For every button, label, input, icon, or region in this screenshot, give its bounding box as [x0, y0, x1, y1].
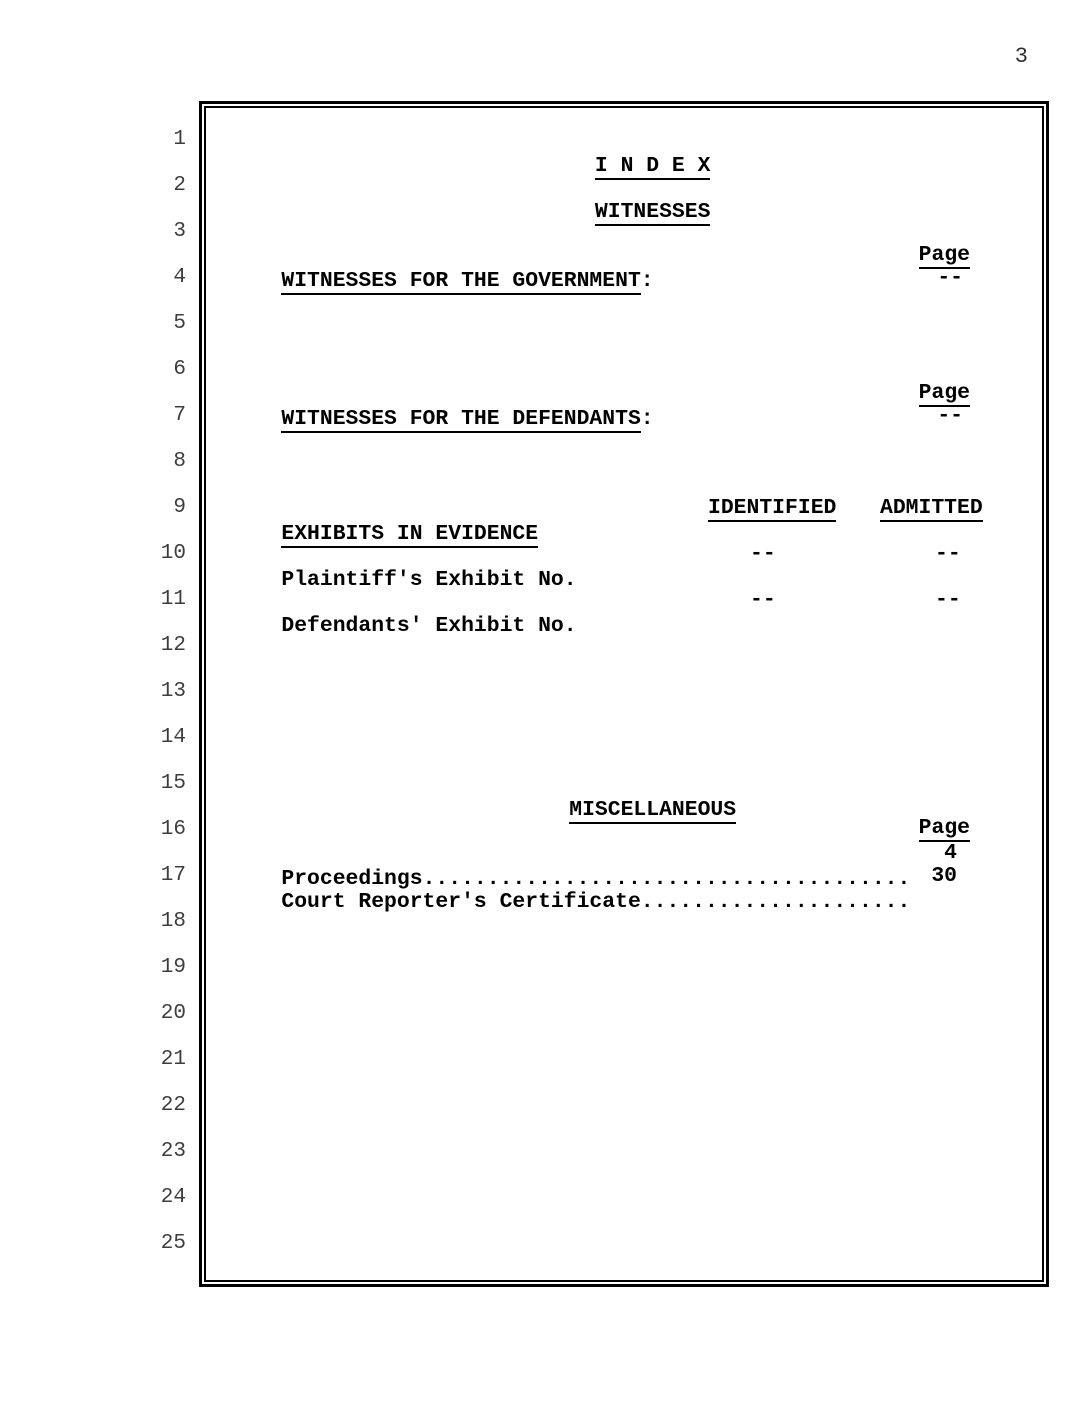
- index-title: I N D E X: [594, 154, 711, 178]
- line-number: 15: [160, 772, 186, 795]
- line-number: 16: [160, 818, 186, 841]
- defendants-page-value-row: [230, 403, 1024, 429]
- line-number: 6: [173, 358, 186, 381]
- miscellaneous-heading-row: [230, 771, 1024, 822]
- line-number: 24: [160, 1186, 186, 1209]
- line-number: 20: [160, 1002, 186, 1025]
- defendants-exhibit-label: Defendants' Exhibit No.: [281, 614, 577, 638]
- plaintiff-admitted-value: --: [935, 542, 961, 566]
- line-number: 9: [173, 496, 186, 519]
- government-witnesses-label: WITNESSES FOR THE GOVERNMENT: [281, 269, 641, 293]
- witnesses-heading-row: [230, 173, 1024, 224]
- plaintiff-exhibit-label: Plaintiff's Exhibit No.: [281, 568, 577, 592]
- defendants-identified-value: --: [750, 588, 776, 612]
- miscellaneous-heading: MISCELLANEOUS: [569, 798, 737, 822]
- line-number: 14: [160, 726, 186, 749]
- certificate-label: Court Reporter's Certificate: [281, 890, 641, 914]
- line-number: 23: [160, 1140, 186, 1163]
- witnesses-heading: WITNESSES: [594, 200, 711, 224]
- certificate-page-value: 30: [931, 864, 957, 888]
- line-number: 1: [173, 128, 186, 151]
- proceedings-dot-leader: ......................................: [422, 867, 911, 891]
- index-title-row: [230, 127, 1024, 178]
- exhibits-header-row: [230, 495, 1024, 546]
- line-number: 7: [173, 404, 186, 427]
- proceedings-page-value: 4: [944, 841, 957, 865]
- line-number: 12: [160, 634, 186, 657]
- government-page-value: --: [937, 266, 963, 290]
- government-witnesses-colon: :: [640, 269, 654, 293]
- line-number: 10: [160, 542, 186, 565]
- defendants-page-header: Page: [918, 381, 970, 405]
- exhibit-row-defendants: [230, 587, 1024, 638]
- line-number: 25: [160, 1232, 186, 1255]
- line-number: 8: [173, 450, 186, 473]
- line-number: 2: [173, 174, 186, 197]
- plaintiff-identified-value: --: [750, 542, 776, 566]
- line-number: 5: [173, 312, 186, 335]
- line-number: 13: [160, 680, 186, 703]
- sheet-page-number: 3: [1014, 44, 1028, 69]
- defendants-witnesses-label: WITNESSES FOR THE DEFENDANTS: [281, 407, 641, 431]
- government-page-value-row: [230, 265, 1024, 291]
- line-number: 17: [160, 864, 186, 887]
- line-number: 18: [160, 910, 186, 933]
- line-number: 11: [160, 588, 186, 611]
- line-number: 4: [173, 266, 186, 289]
- miscellaneous-page-header: Page: [918, 816, 970, 840]
- exhibit-row-plaintiff: [230, 541, 1024, 592]
- line-number: 3: [173, 220, 186, 243]
- line-number: 22: [160, 1094, 186, 1117]
- identified-column-header: IDENTIFIED: [708, 496, 837, 520]
- miscellaneous-item-certificate: [230, 863, 1024, 914]
- admitted-column-header: ADMITTED: [880, 496, 983, 520]
- miscellaneous-page-header-row: [230, 815, 1024, 841]
- defendants-witnesses-colon: :: [640, 407, 654, 431]
- defendants-admitted-value: --: [935, 588, 961, 612]
- government-page-header: Page: [918, 243, 970, 267]
- line-number: 19: [160, 956, 186, 979]
- proceedings-label: Proceedings: [281, 867, 423, 891]
- exhibits-heading: EXHIBITS IN EVIDENCE: [281, 522, 539, 546]
- line-number: 21: [160, 1048, 186, 1071]
- certificate-dot-leader: .....................: [640, 890, 911, 914]
- defendants-page-value: --: [937, 404, 963, 428]
